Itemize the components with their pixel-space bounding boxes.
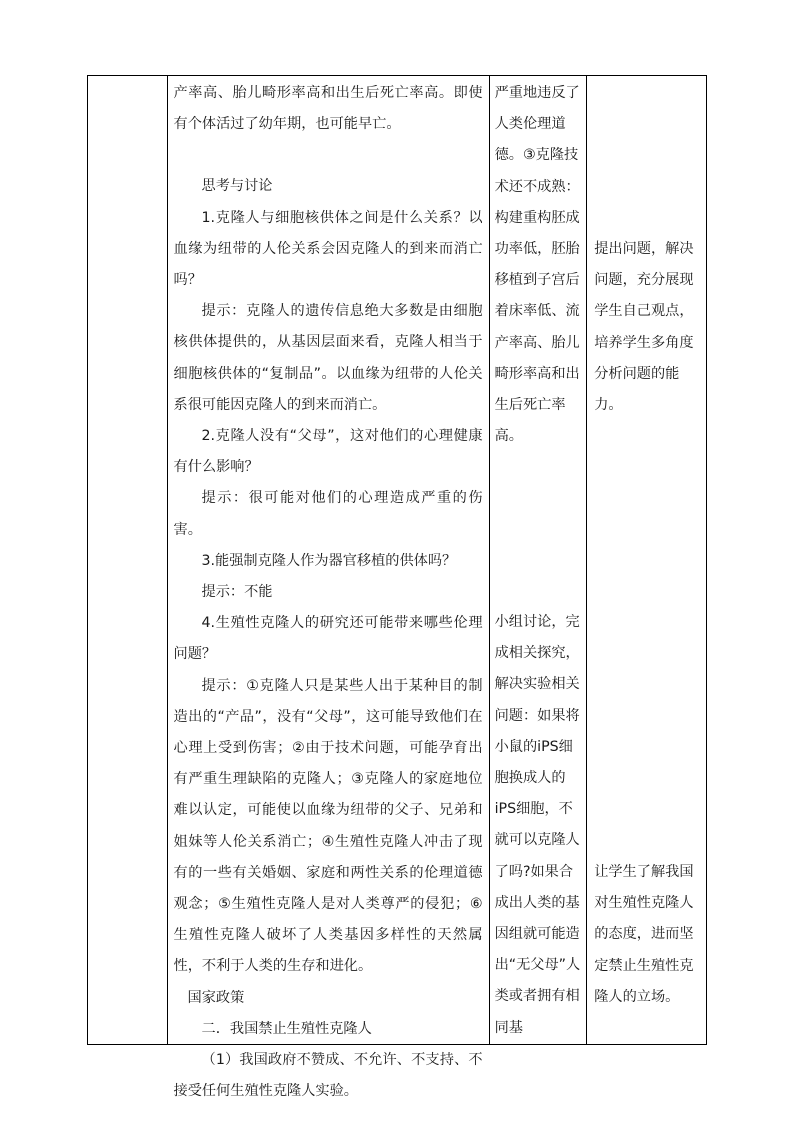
- student-activity-text: 小组讨论，完成相关探究，解决实验相关问题：如果将小鼠的iPS细胞换成人的iPS细胞，不就可以克隆人了吗?如果合成出人类的基因组就可能造出“无父母”人类或者拥有相同基: [494, 614, 581, 1036]
- student-activity-text: 严重地违反了人类伦理道德。③克隆技术还不成熟：构建重构胚成功率低，胚胎移植到子宫后着床率低、流产率高、胎儿畸形率高和出生后死亡率高。: [494, 85, 580, 445]
- policy-item-1: （1）我国政府不赞成、不允许、不支持、不接受任何生殖性克隆人实验。: [173, 1052, 483, 1100]
- student-activity-cell: [489, 76, 587, 1045]
- design-intent-cell: [587, 76, 707, 1045]
- design-intent-2: 让学生了解我国对生殖性克隆人的态度，进而坚定禁止生殖性克隆人的立场。: [594, 864, 694, 1005]
- lesson-plan-table: [87, 75, 707, 1100]
- answer-4: 提示：①克隆人只是某些人出于某种目的制造出的“产品”，没有“父母”，这可能导致他们在心理上受到伤害；②由于技术问题，可能孕育出有严重生理缺陷的克隆人；③克隆人的家庭地位难以认定，可能使以血缘为纽带的父子、兄弟和姐妹等人伦关系消亡；④生殖性克隆人冲击了现有的一些有关婚姻、家庭和两性关系的伦理道德观念；⑤生殖性克隆人是对人类尊严的侵犯；⑥生殖性克隆人破坏了人类基因多样性的天然属性，不利于人类的生存和进化。: [173, 677, 483, 975]
- student-activity-block-1: [495, 78, 585, 452]
- stage-cell: [88, 76, 168, 1045]
- question-2: 2.克隆人没有“父母”，这对他们的心理健康有什么影响？: [173, 428, 483, 476]
- teaching-content-cell: [167, 76, 489, 1100]
- question-3: 3.能强制克隆人作为器官移植的供体吗？: [201, 552, 457, 569]
- answer-2: 提示：很可能对他们的心理造成严重的伤害。: [173, 490, 483, 538]
- content-paragraph: 产率高、胎儿畸形率高和出生后死亡率高。即使有个体活过了幼年期，也可能早亡。: [173, 85, 483, 133]
- answer-1: 提示：克隆人的遗传信息绝大多数是由细胞核供体提供的，从基因层面来看，克隆人相当于细胞核供体的“复制品”。以血缘为纽带的人伦关系很可能因克隆人的到来而消亡。: [173, 303, 483, 413]
- section-heading: 二．我国禁止生殖性克隆人: [201, 1020, 372, 1037]
- question-4: 4.生殖性克隆人的研究还可能带来哪些伦理问题？: [173, 615, 483, 663]
- student-activity-block-2: [495, 607, 585, 1044]
- teaching-content: [174, 78, 483, 1108]
- design-intent-1: 提出问题，解决问题，充分展现学生自己观点，培养学生多角度分析问题的能力。: [594, 241, 694, 414]
- answer-3: 提示：不能: [201, 584, 273, 601]
- policy-heading: 国家政策: [187, 989, 245, 1006]
- question-1: 1.克隆人与细胞核供体之间是什么关系？以血缘为纽带的人伦关系会因克隆人的到来而消亡吗？: [173, 209, 483, 289]
- table-row: [88, 76, 707, 1045]
- discussion-heading: 思考与讨论: [201, 178, 273, 195]
